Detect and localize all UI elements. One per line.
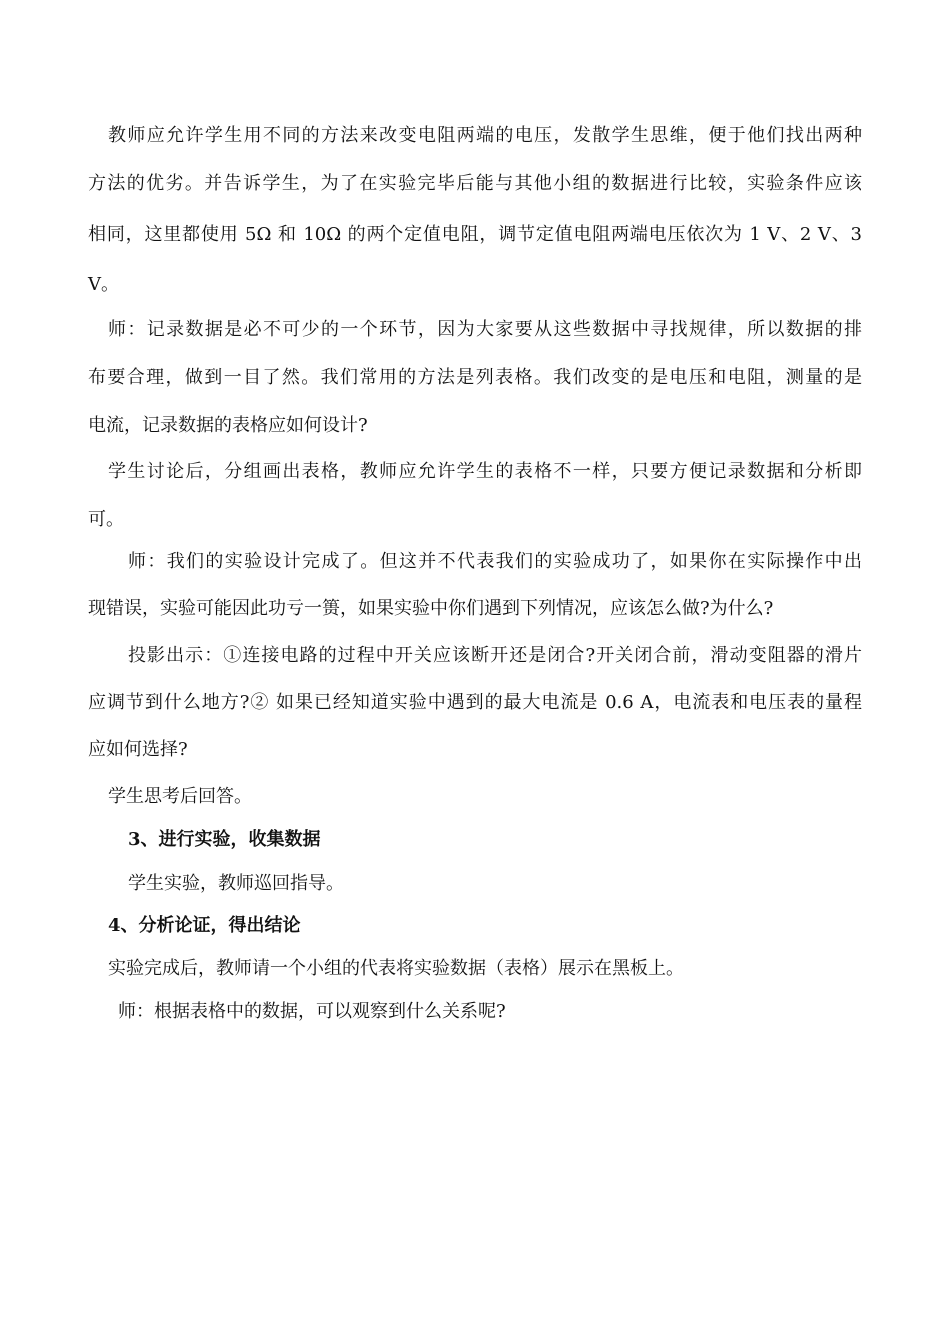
paragraph-line: 应如何选择? (88, 739, 188, 760)
section-heading: 4、分析论证，得出结论 (108, 915, 301, 936)
paragraph-line: 师：记录数据是必不可少的一个环节，因为大家要从这些数据中寻找规律，所以数据的排 (108, 319, 862, 340)
paragraph-line: 可。 (88, 509, 124, 530)
paragraph-line: 实验完成后，教师请一个小组的代表将实验数据（表格）展示在黑板上。 (108, 958, 684, 979)
paragraph-line: 师：根据表格中的数据，可以观察到什么关系呢? (118, 1001, 506, 1022)
paragraph-line: 投影出示：①连接电路的过程中开关应该断开还是闭合?开关闭合前，滑动变阻器的滑片 (128, 645, 862, 666)
section-heading: 3、进行实验，收集数据 (128, 829, 321, 850)
paragraph-line: 现错误，实验可能因此功亏一篑，如果实验中你们遇到下列情况，应该怎么做?为什么? (88, 598, 774, 619)
paragraph-line: 学生实验，教师巡回指导。 (128, 873, 344, 894)
paragraph-line: V。 (88, 274, 119, 295)
paragraph-line: 学生思考后回答。 (108, 786, 252, 807)
paragraph-line: 相同，这里都使用 5Ω 和 10Ω 的两个定值电阻，调节定值电阻两端电压依次为 1 V、2 V、3 (88, 224, 862, 245)
paragraph-line: 师：我们的实验设计完成了。但这并不代表我们的实验成功了，如果你在实际操作中出 (128, 551, 862, 572)
paragraph-line: 布要合理，做到一目了然。我们常用的方法是列表格。我们改变的是电压和电阻，测量的是 (88, 367, 862, 388)
paragraph-line: 电流，记录数据的表格应如何设计? (88, 415, 368, 436)
paragraph-line: 应调节到什么地方?② 如果已经知道实验中遇到的最大电流是 0.6 A，电流表和电压表的量程 (88, 692, 862, 713)
paragraph-line: 教师应允许学生用不同的方法来改变电阻两端的电压，发散学生思维，便于他们找出两种 (108, 125, 862, 146)
paragraph-line: 学生讨论后，分组画出表格，教师应允许学生的表格不一样，只要方便记录数据和分析即 (108, 461, 862, 482)
paragraph-line: 方法的优劣。并告诉学生，为了在实验完毕后能与其他小组的数据进行比较，实验条件应该 (88, 173, 862, 194)
